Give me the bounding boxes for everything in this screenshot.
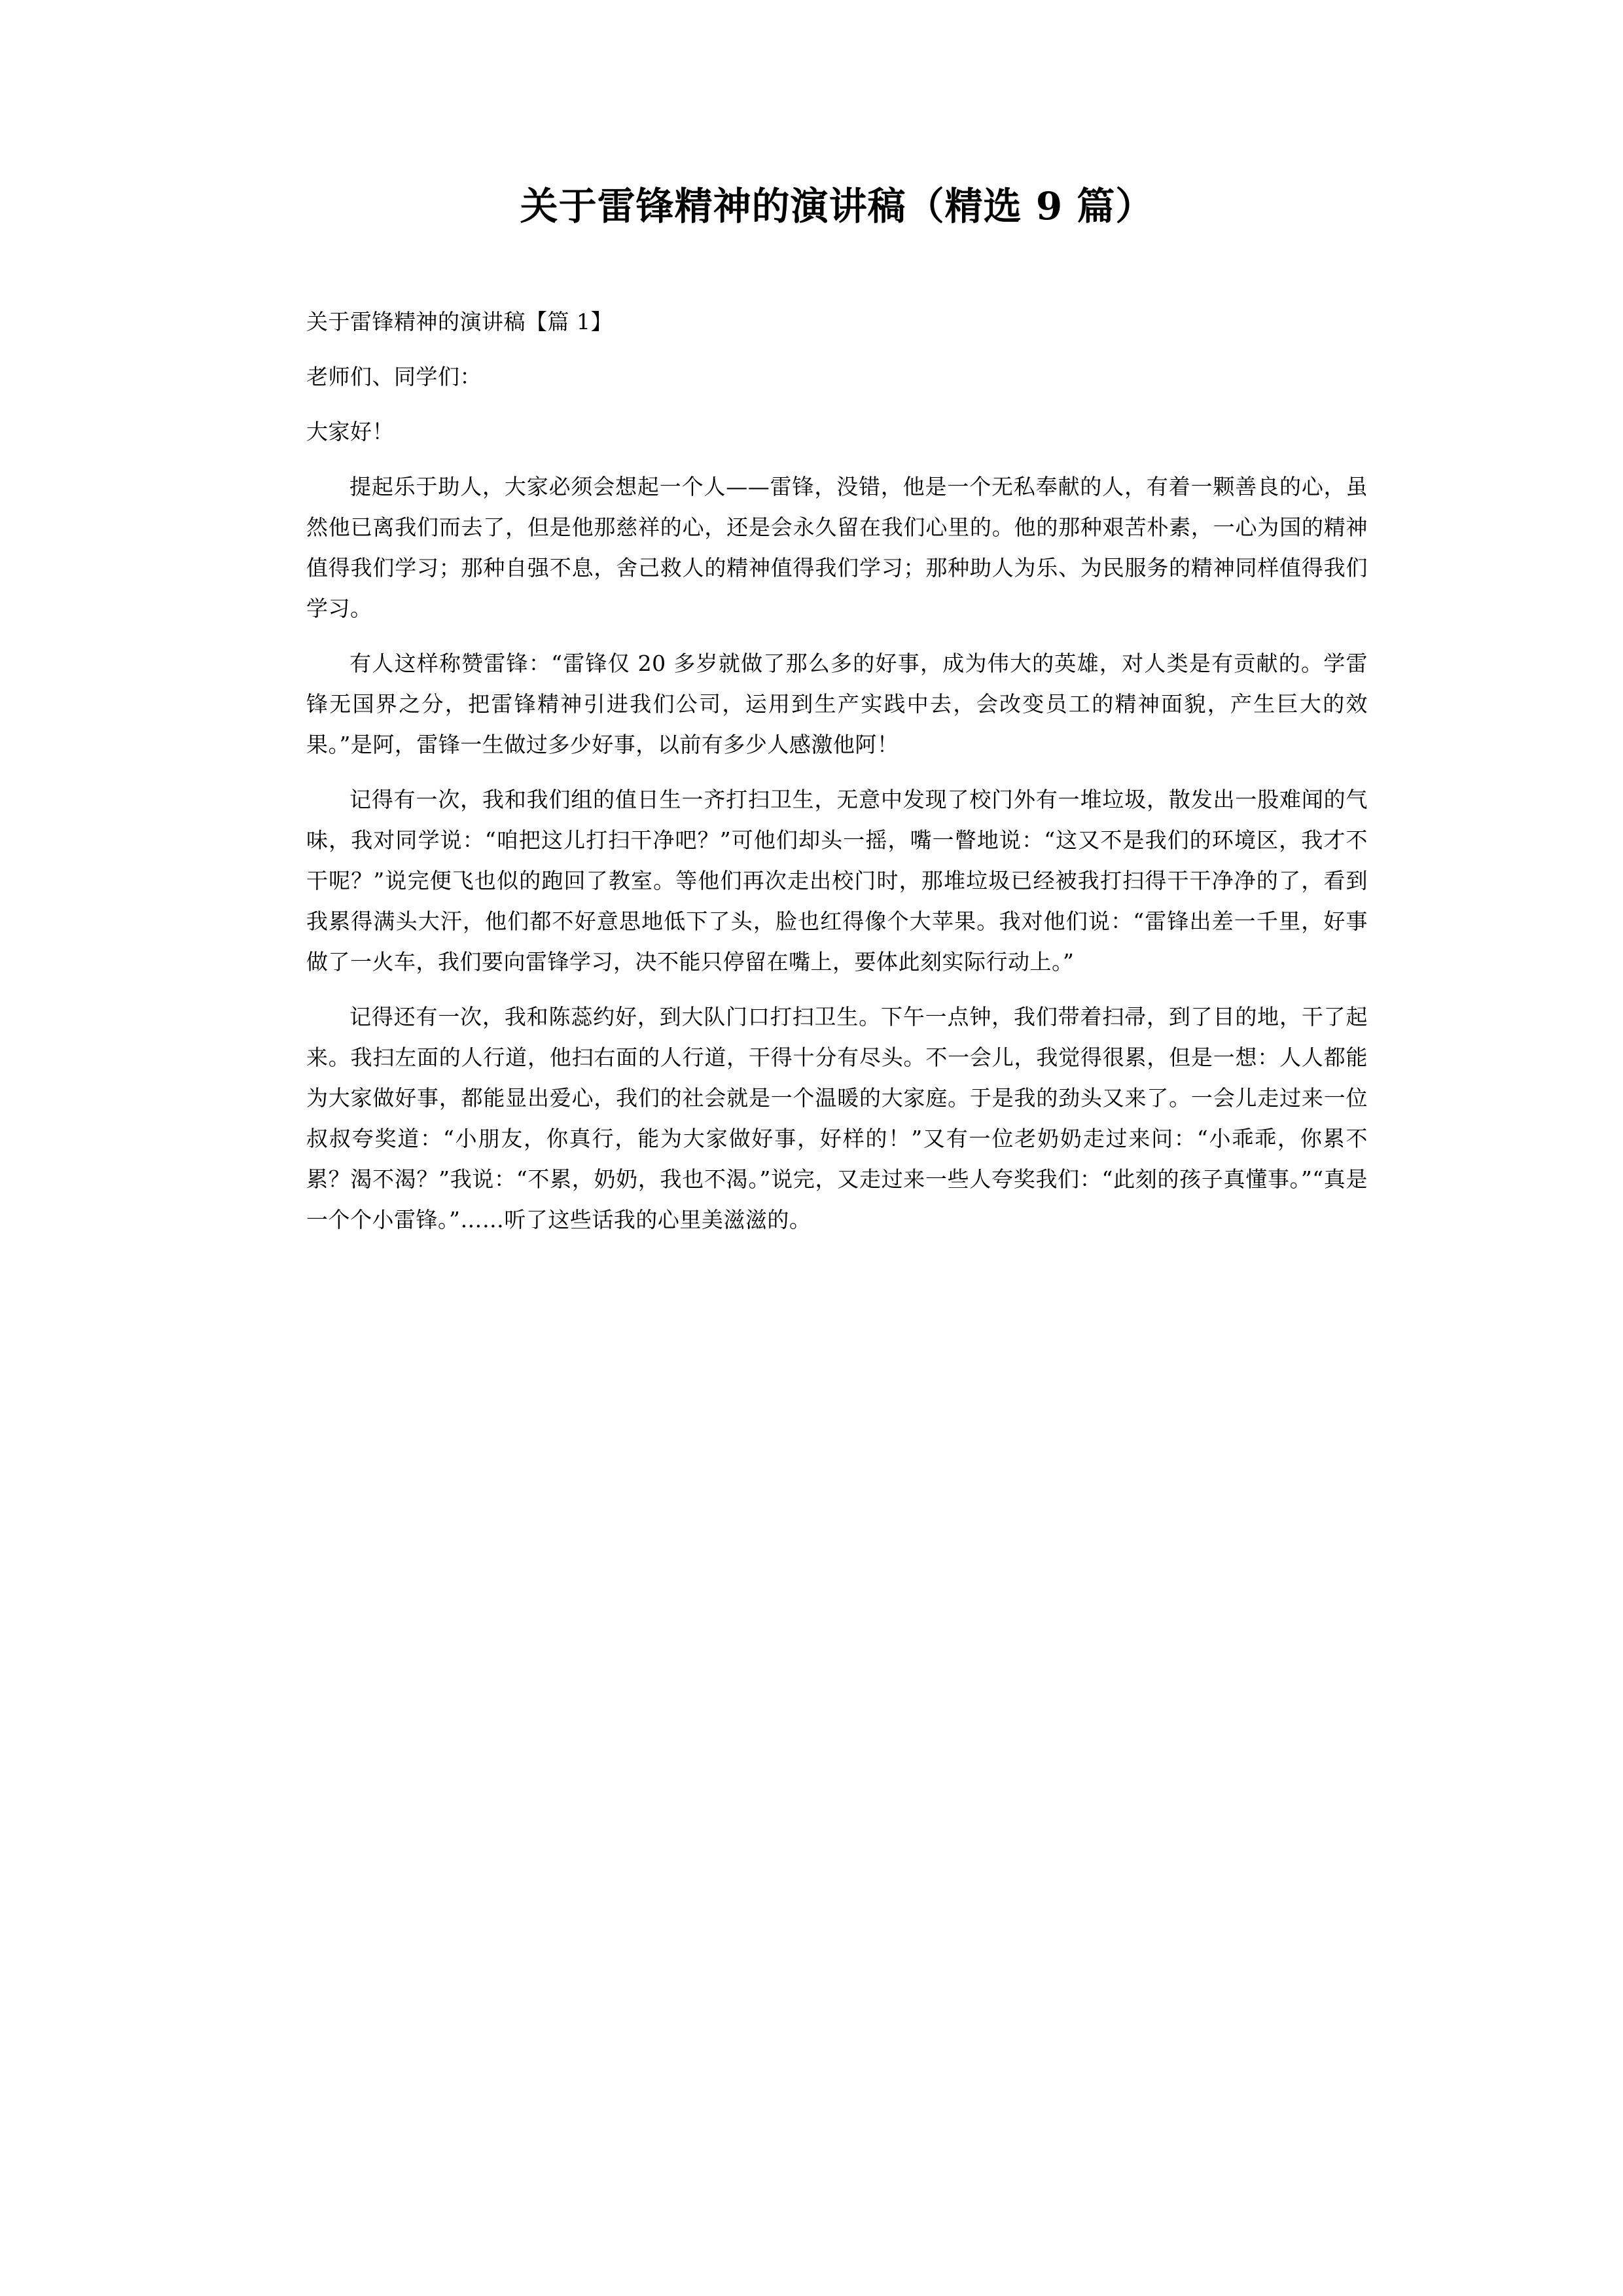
body-paragraph-2: 有人这样称赞雷锋：“雷锋仅 20 多岁就做了那么多的好事，成为伟大的英雄，对人类是有贡献的。学雷锋无国界之分，把雷锋精神引进我们公司，运用到生产实践中去，会改变员工的精神面貌，产生巨大的效果。”是阿，雷锋一生做过多少好事，以前有多少人感激他阿！ [306, 651, 1368, 758]
body-paragraph-1: 提起乐于助人，大家必须会想起一个人——雷锋，没错，他是一个无私奉献的人，有着一颗善良的心，虽然他已离我们而去了，但是他那慈祥的心，还是会永久留在我们心里的。他的那种艰苦朴素，一心为国的精神值得我们学习；那种自强不息，舍己救人的精神值得我们学习；那种助人为乐、为民服务的精神同样值得我们学习。 [306, 474, 1368, 622]
document-body [306, 302, 1368, 1240]
section-heading-pian-1: 关于雷锋精神的演讲稿【篇 1】 [306, 309, 613, 335]
greeting-line: 大家好！ [306, 419, 394, 445]
page-content [306, 0, 1368, 1240]
body-paragraph-4: 记得还有一次，我和陈蕊约好，到大队门口打扫卫生。下午一点钟，我们带着扫帚，到了目的地，干了起来。我扫左面的人行道，他扫右面的人行道，干得十分有尽头。不一会儿，我觉得很累，但是一想：人人都能为大家做好事，都能显出爱心，我们的社会就是一个温暖的大家庭。于是我的劲头又来了。一会儿走过来一位叔叔夸奖道：“小朋友，你真行，能为大家做好事，好样的！”又有一位老奶奶走过来问：“小乖乖，你累不累？渴不渴？”我说：“不累，奶奶，我也不渴。”说完，又走过来一些人夸奖我们：“此刻的孩子真懂事。”“真是一个个小雷锋。”……听了这些话我的心里美滋滋的。 [306, 1004, 1368, 1233]
page-title: 关于雷锋精神的演讲稿（精选 9 篇） [520, 184, 1154, 228]
salutation-line: 老师们、同学们： [306, 364, 482, 390]
body-paragraph-3: 记得有一次，我和我们组的值日生一齐打扫卫生，无意中发现了校门外有一堆垃圾，散发出一股难闻的气味，我对同学说：“咱把这儿打扫干净吧？”可他们却头一摇，嘴一瞥地说：“这又不是我们的环境区，我才不干呢？”说完便飞也似的跑回了教室。等他们再次走出校门时，那堆垃圾已经被我打扫得干干净净的了，看到我累得满头大汗，他们都不好意思地低下了头，脸也红得像个大苹果。我对他们说：“雷锋出差一千里，好事做了一火车，我们要向雷锋学习，决不能只停留在嘴上，要体此刻实际行动上。” [306, 787, 1368, 975]
